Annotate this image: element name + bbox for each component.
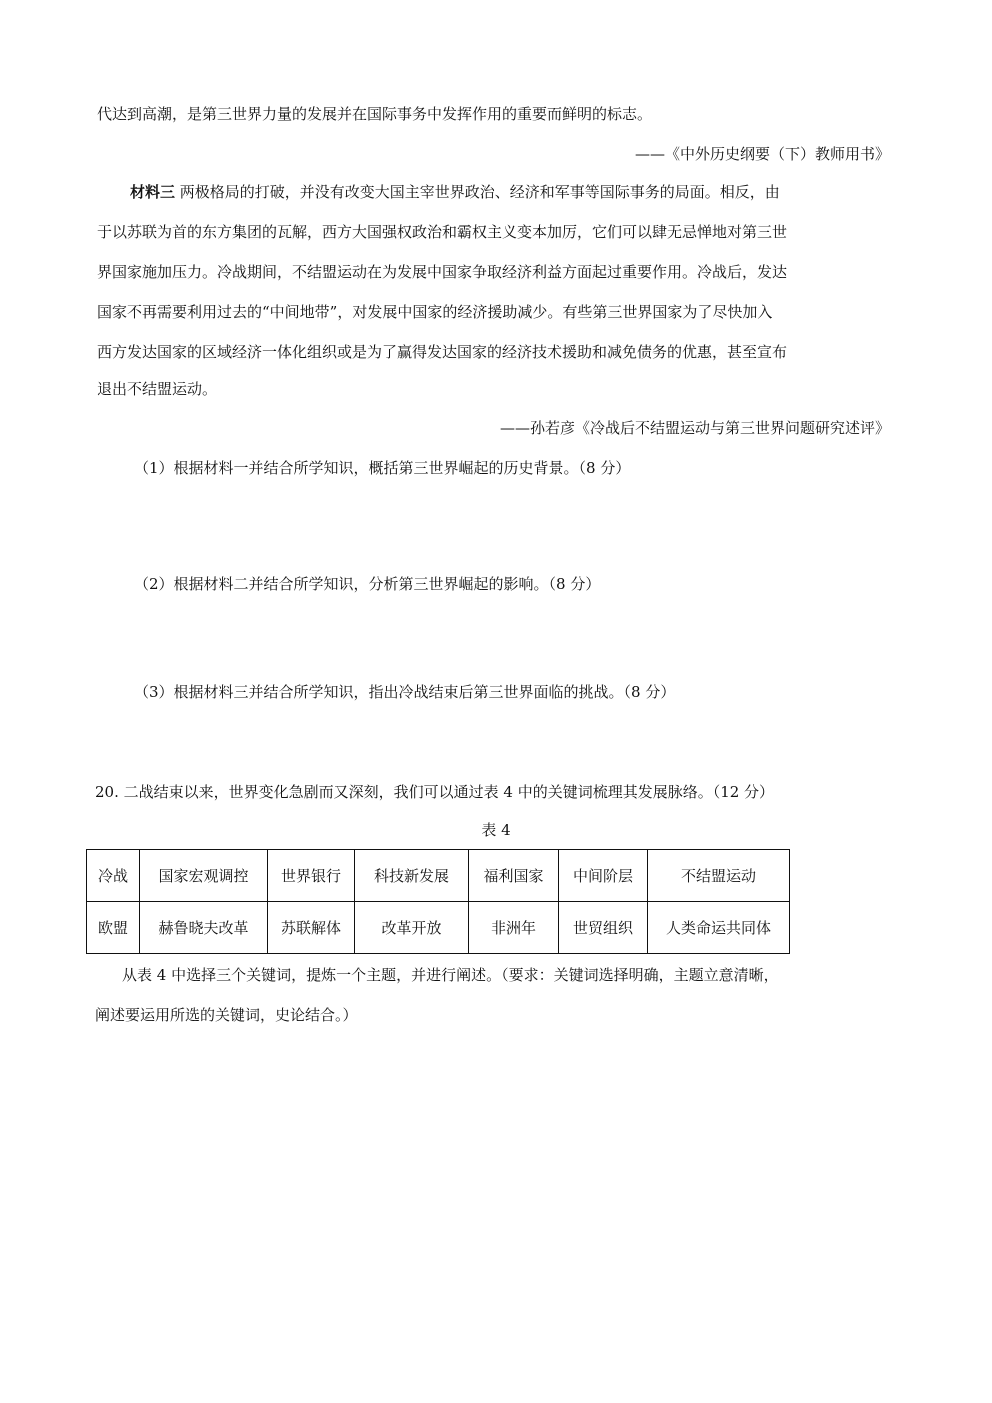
question-20-stem: 20. 二战结束以来，世界变化急剧而又深刻，我们可以通过表 4 中的关键词梳理其发展脉络。（12 分） — [95, 783, 775, 801]
question-20-instruction-1: 从表 4 中选择三个关键词，提炼一个主题，并进行阐述。（要求：关键词选择明确，主题立意清晰， — [122, 966, 779, 984]
table-cell: 中间阶层 — [559, 850, 648, 902]
table-cell: 不结盟运动 — [648, 850, 790, 902]
table-cell: 世界银行 — [268, 850, 355, 902]
question-20-instruction-2: 阐述要运用所选的关键词，史论结合。） — [95, 1006, 358, 1024]
table-row — [87, 850, 790, 902]
question-3: （3）根据材料三并结合所学知识，指出冷战结束后第三世界面临的挑战。（8 分） — [134, 683, 676, 701]
material2-source: ——《中外历史纲要（下）教师用书》 — [634, 145, 890, 163]
table-cell: 非洲年 — [469, 902, 559, 954]
material3-line-1: 两极格局的打破，并没有改变大国主宰世界政治、经济和军事等国际事务的局面。相反，由 — [179, 183, 780, 201]
table-cell: 赫鲁晓夫改革 — [140, 902, 268, 954]
table-cell: 福利国家 — [469, 850, 559, 902]
material3-line-2: 于以苏联为首的东方集团的瓦解，西方大国强权政治和霸权主义变本加厉，它们可以肆无忌惮地对第三世 — [97, 223, 788, 241]
material3-source: ——孙若彦《冷战后不结盟运动与第三世界问题研究述评》 — [499, 419, 890, 437]
question-2: （2）根据材料二并结合所学知识，分析第三世界崛起的影响。（8 分） — [134, 575, 601, 593]
table-cell: 世贸组织 — [559, 902, 648, 954]
material2-tail-text: 代达到高潮，是第三世界力量的发展并在国际事务中发挥作用的重要而鲜明的标志。 — [97, 105, 653, 123]
material3-label: 材料三 — [130, 183, 176, 201]
table-cell: 改革开放 — [355, 902, 469, 954]
table-cell: 欧盟 — [87, 902, 140, 954]
material3-line-6: 退出不结盟运动。 — [97, 380, 218, 398]
material3-first-line — [130, 182, 780, 202]
material3-line-5: 西方发达国家的区域经济一体化组织或是为了赢得发达国家的经济技术援助和减免债务的优惠，甚至宣布 — [97, 343, 788, 361]
table-cell: 冷战 — [87, 850, 140, 902]
table-caption: 表 4 — [481, 821, 511, 839]
material3-line-4: 国家不再需要利用过去的“中间地带”，对发展中国家的经济援助减少。有些第三世界国家为了尽快加入 — [97, 303, 773, 321]
table-cell: 苏联解体 — [268, 902, 355, 954]
table-cell: 人类命运共同体 — [648, 902, 790, 954]
material3-line-3: 界国家施加压力。冷战期间，不结盟运动在为发展中国家争取经济利益方面起过重要作用。冷战后，发达 — [97, 263, 788, 281]
table-cell: 国家宏观调控 — [140, 850, 268, 902]
keyword-table — [86, 849, 790, 954]
question-1: （1）根据材料一并结合所学知识，概括第三世界崛起的历史背景。（8 分） — [134, 459, 631, 477]
table-cell: 科技新发展 — [355, 850, 469, 902]
table-row — [87, 902, 790, 954]
